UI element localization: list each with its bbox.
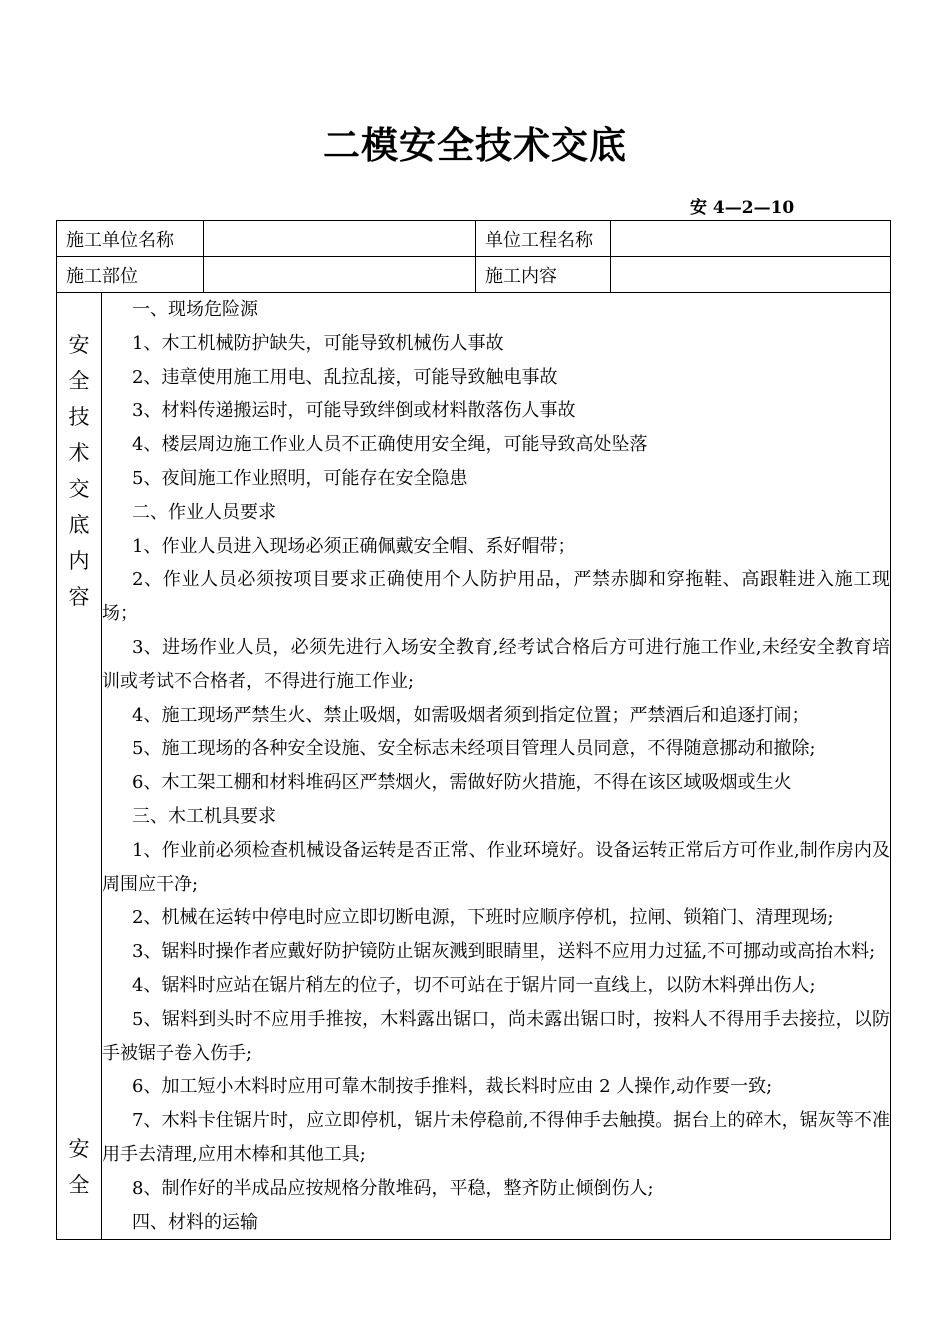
paragraph: 1、作业前必须检查机械设备运转是否正常、作业环境好。设备运转正常后方可作业,制作房内及周围应干净; xyxy=(102,839,890,895)
content-label: 施工内容 xyxy=(476,257,611,293)
paragraph: 5、施工现场的各种安全设施、安全标志未经项目管理人员同意，不得随意挪动和撤除; xyxy=(132,738,816,760)
part-label: 施工部位 xyxy=(57,257,204,293)
paragraph: 2、违章使用施工用电、乱拉乱接，可能导致触电事故 xyxy=(132,366,558,388)
side-char: 安 xyxy=(68,333,90,357)
side-char: 交 xyxy=(68,477,90,501)
document-title: 二模安全技术交底 xyxy=(323,124,627,167)
side-char: 底 xyxy=(68,513,90,537)
header-row-unit xyxy=(57,221,891,257)
side-label-top xyxy=(57,327,101,615)
side-char: 容 xyxy=(68,585,90,609)
side-char: 全 xyxy=(68,1173,90,1197)
paragraph: 2、作业人员必须按项目要求正确使用个人防护用品，严禁赤脚和穿拖鞋、高跟鞋进入施工现场； xyxy=(102,569,890,625)
paragraph: 三、木工机具要求 xyxy=(132,805,276,827)
paragraph: 5、锯料到头时不应用手推按，木料露出锯口，尚未露出锯口时，按料人不得用手去接拉，以防手被锯子卷入伤手; xyxy=(102,1008,890,1064)
paragraph: 一、现场危险源 xyxy=(132,299,258,320)
paragraph: 1、木工机械防护缺失，可能导致机械伤人事故 xyxy=(132,332,504,354)
disclosure-content xyxy=(102,293,891,1240)
paragraph: 3、进场作业人员，必须先进行入场安全教育,经考试合格后方可进行施工作业,未经安全教育培训或考试不合格者，不得进行施工作业; xyxy=(102,636,890,692)
paragraph: 6、加工短小木料时应用可靠木制按手推料，裁长料时应由 2 人操作,动作要一致; xyxy=(132,1076,773,1098)
paragraph: 3、材料传递搬运时，可能导致绊倒或材料散落伤人事故 xyxy=(132,400,576,422)
paragraph: 4、施工现场严禁生火、禁止吸烟，如需吸烟者须到指定位置；严禁酒后和追逐打闹； xyxy=(132,704,810,726)
header-row-part xyxy=(57,257,891,293)
content-field[interactable] xyxy=(611,257,891,293)
body-row xyxy=(57,293,891,1240)
paragraph: 5、夜间施工作业照明，可能存在安全隐患 xyxy=(132,467,468,489)
paragraph: 6、木工架工棚和材料堆码区严禁烟火，需做好防火措施，不得在该区域吸烟或生火 xyxy=(132,772,792,794)
side-char: 技 xyxy=(68,405,90,429)
side-label-bottom xyxy=(57,1131,101,1203)
side-char: 安 xyxy=(68,1137,90,1161)
paragraph: 1、作业人员进入现场必须正确佩戴安全帽、系好帽带； xyxy=(132,535,576,557)
paragraph: 4、楼层周边施工作业人员不正确使用安全绳，可能导致高处坠落 xyxy=(132,434,648,456)
paragraph: 二、作业人员要求 xyxy=(132,501,276,523)
paragraph: 8、制作好的半成品应按规格分散堆码，平稳，整齐防止倾倒伤人; xyxy=(132,1177,654,1199)
paragraph: 3、锯料时操作者应戴好防护镜防止锯灰溅到眼睛里，送料不应用力过猛,不可挪动或高抬木料; xyxy=(132,941,876,963)
paragraph: 7、木料卡住锯片时，应立即停机，锯片未停稳前,不得伸手去触摸。据台上的碎木，锯灰等不准用手去清理,应用木棒和其他工具; xyxy=(102,1110,890,1165)
side-char: 内 xyxy=(68,549,90,573)
paragraph: 4、锯料时应站在锯片稍左的位子，切不可站在于锯片同一直线上，以防木料弹出伤人; xyxy=(132,974,816,996)
project-name-field[interactable] xyxy=(611,221,891,257)
unit-name-field[interactable] xyxy=(204,221,476,257)
side-char: 术 xyxy=(68,441,90,465)
side-char: 全 xyxy=(68,369,90,393)
side-label-cell xyxy=(57,293,102,1240)
paragraph: 四、材料的运输 xyxy=(132,1211,258,1233)
paragraph: 2、机械在运转中停电时应立即切断电源，下班时应顺序停机，拉闸、锁箱门、清理现场; xyxy=(132,907,834,929)
document-code: 安 4—2—10 xyxy=(690,198,795,218)
disclosure-table xyxy=(56,220,891,1240)
unit-name-label: 施工单位名称 xyxy=(57,221,204,257)
project-name-label: 单位工程名称 xyxy=(476,221,611,257)
part-field[interactable] xyxy=(204,257,476,293)
